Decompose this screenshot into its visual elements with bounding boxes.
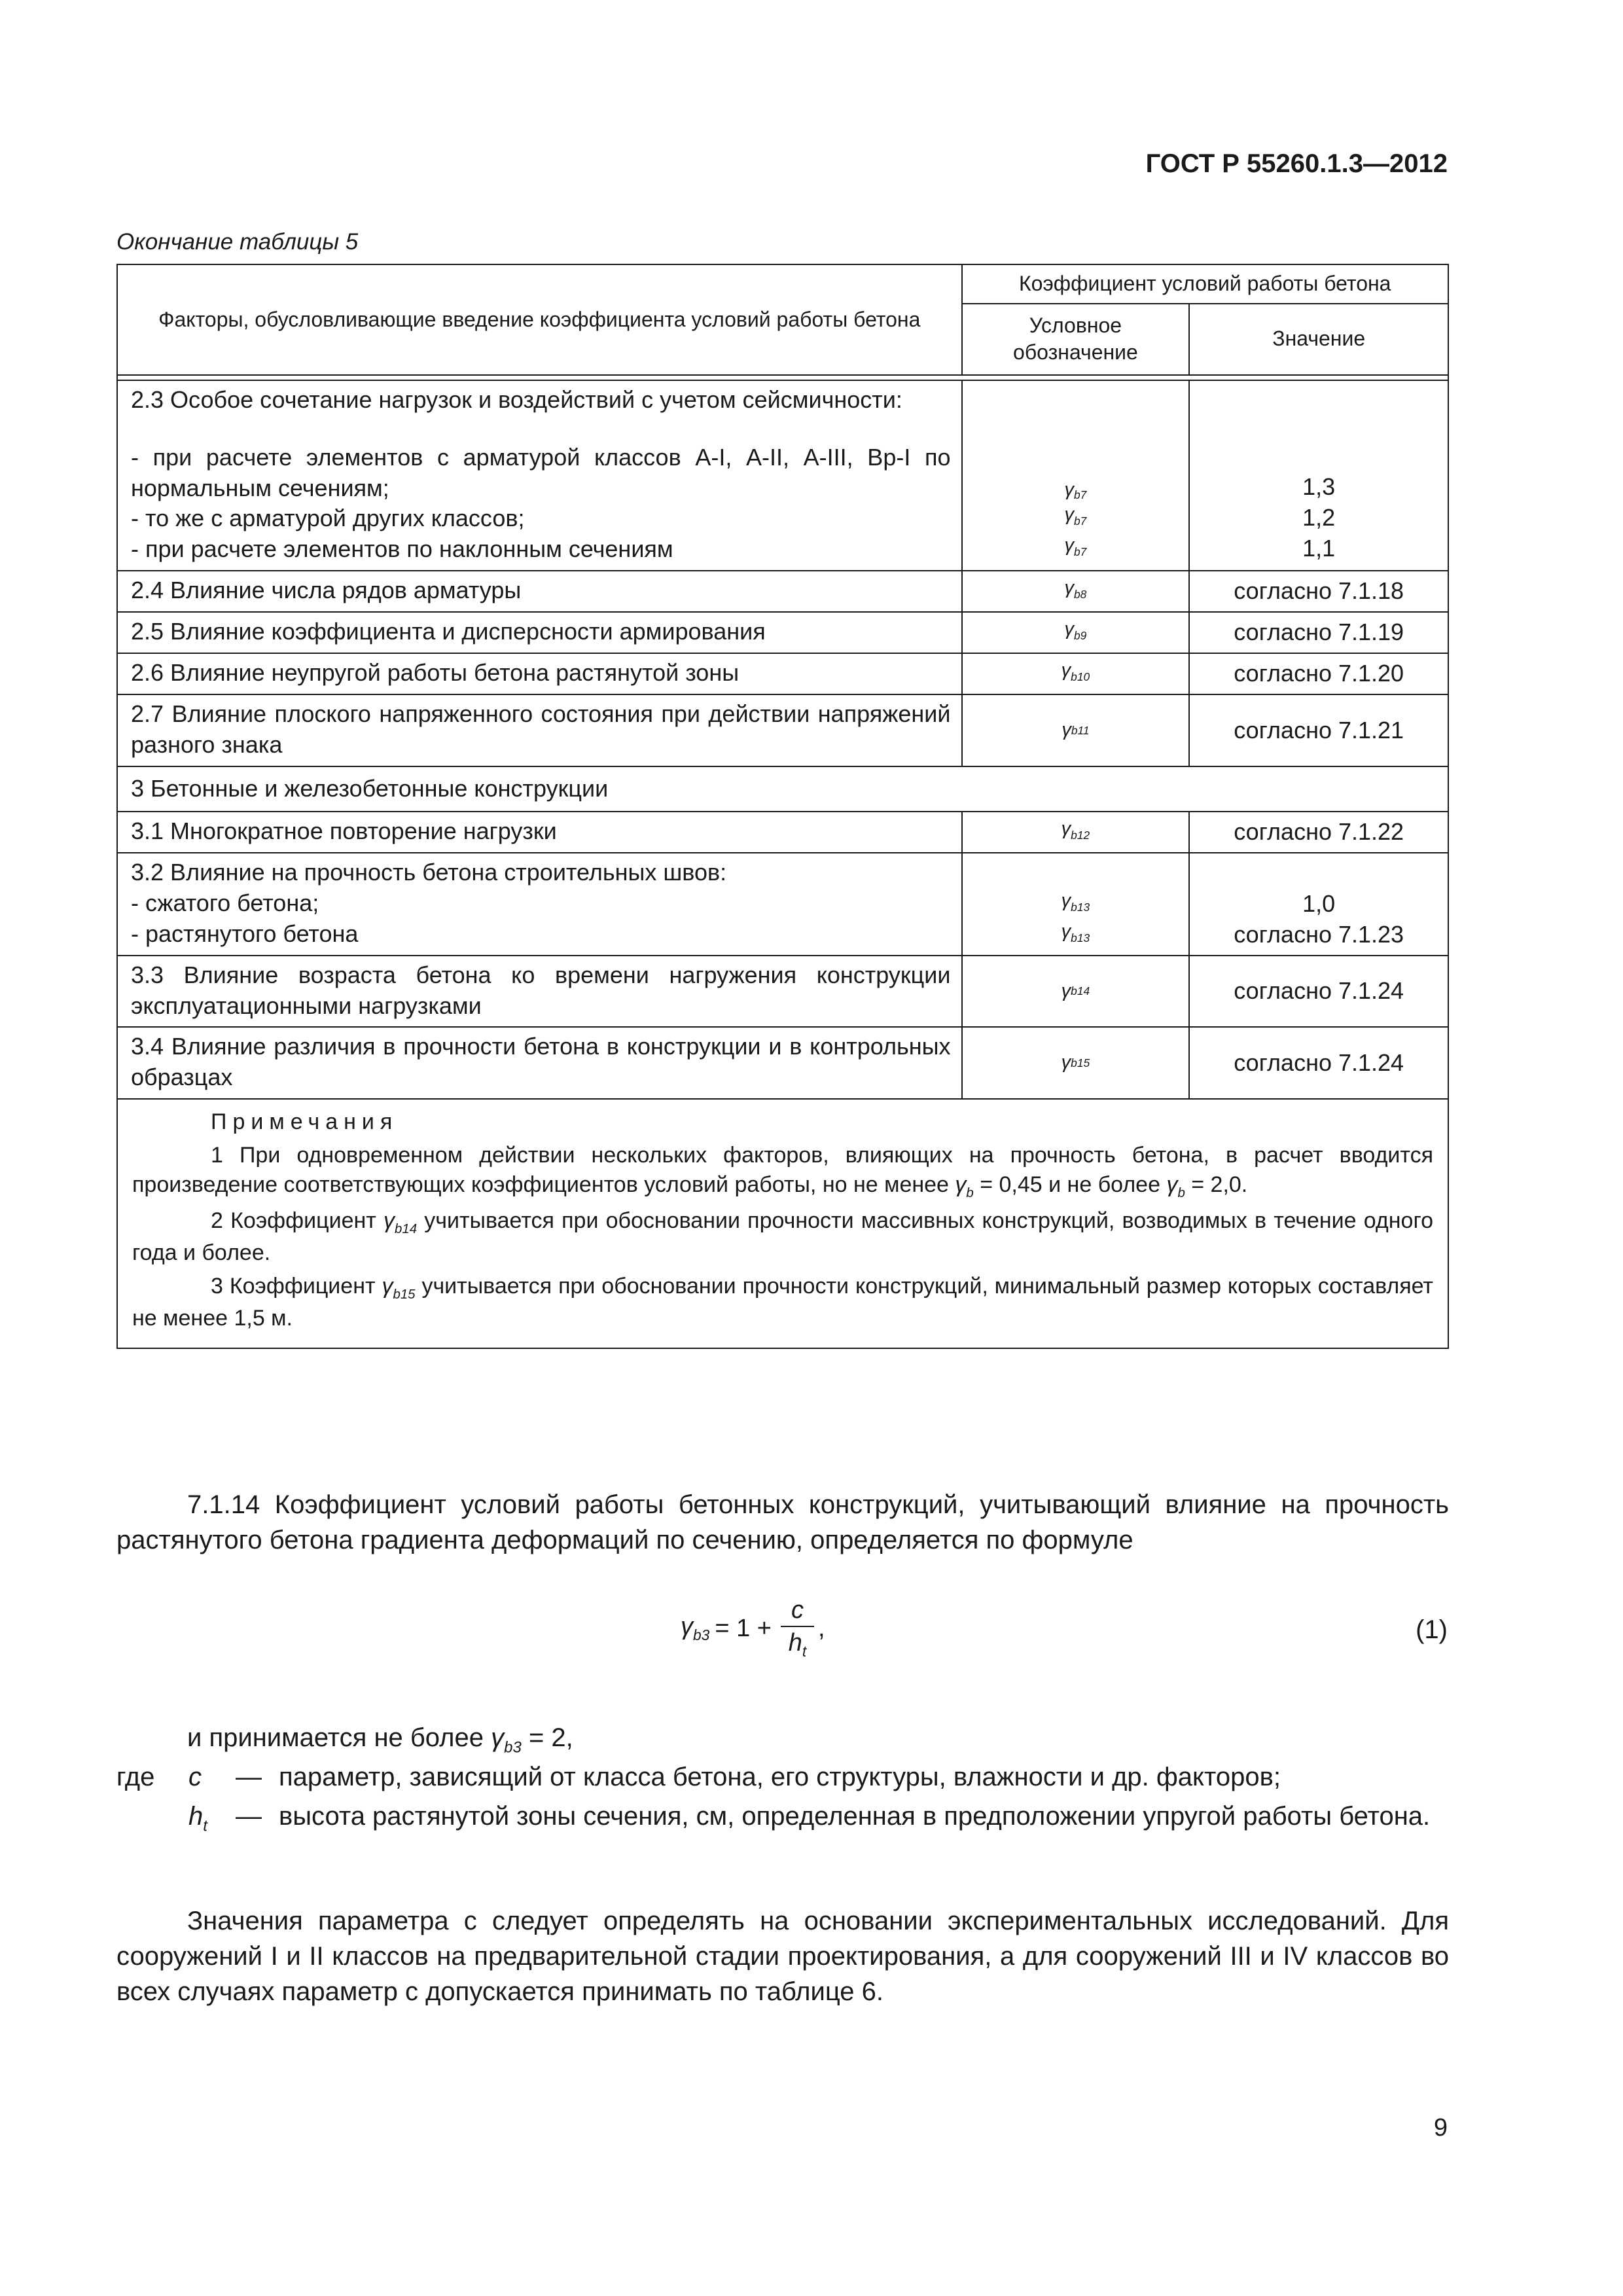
- value-cell: [1189, 571, 1448, 612]
- symbol-cell: [962, 853, 1190, 956]
- notes-row: [117, 1099, 1448, 1348]
- definition-text: высота растянутой зоны сечения, см, определенная в предположении упругой работы бетона.: [279, 1802, 1431, 1831]
- formula-denominator: $h_t$: [788, 1628, 807, 1660]
- symbol-text: γ b14: [1061, 980, 1090, 1001]
- table-row: [117, 853, 1448, 956]
- value-cell: [1189, 694, 1448, 766]
- value-text: согласно 7.1.22: [1234, 817, 1404, 845]
- factor-cell: [117, 571, 962, 612]
- factor-cell: [117, 380, 962, 571]
- symbol-text: $\gamma_{b7}$: [1064, 503, 1087, 528]
- symbol-text: $\gamma_{b12}$: [1061, 817, 1090, 842]
- accepted-limit: и принимается не более $\gamma_{b3} = 2$,: [187, 1723, 573, 1757]
- factor-cell: [117, 694, 962, 766]
- table-row: [117, 812, 1448, 853]
- factor-text: - растянутого бетона: [131, 920, 359, 947]
- definition-text: параметр, зависящий от класса бетона, его структуры, влажности и др. факторов;: [279, 1763, 1281, 1791]
- value-cell: [1189, 1027, 1448, 1099]
- where-label: где: [116, 1763, 155, 1791]
- value-cell: [1189, 612, 1448, 653]
- paragraph-values: Значения параметра c следует определять на основании экспериментальных исследований. Для сооружений I и II классов на предварительной стадии проектирования, а для сооружений III и IV классов во всех случаях параметр c допускается принимать по таблице 6.: [116, 1907, 1449, 2006]
- symbol-text: $\gamma_{b13}$: [1061, 889, 1090, 914]
- symbol-text: $\gamma_{b8}$: [1064, 577, 1087, 601]
- note-item: 1 При одновременном действии нескольких факторов, влияющих на прочность бетона, в расчет вводится произведение соответствующих коэффициентов условий работы, но не менее $\gamma_b = 0,45$ и не более $\gamma_b = 2,0$.: [132, 1142, 1433, 1200]
- symbol-text: $\gamma_{b9}$: [1064, 619, 1087, 643]
- symbol-text: $\gamma_{b10}$: [1061, 660, 1090, 684]
- formula-1: [681, 1596, 825, 1661]
- table-row: [117, 956, 1448, 1028]
- symbol-cell: [962, 694, 1190, 766]
- formula-lhs: $\gamma_{b3}$: [681, 1613, 710, 1644]
- definition-dash: —: [236, 1763, 262, 1791]
- factor-text: - сжатого бетона;: [131, 889, 319, 916]
- formula-fraction: [781, 1596, 814, 1661]
- symbol-cell: [962, 812, 1190, 853]
- value-cell: [1189, 853, 1448, 956]
- definition-row: [116, 1759, 1449, 1795]
- definition-symbol: c: [188, 1763, 202, 1791]
- factor-text: 2.4 Влияние числа рядов арматуры: [131, 577, 522, 604]
- factor-cell: [117, 853, 962, 956]
- symbol-cell: [962, 653, 1190, 694]
- symbol-cell: [962, 612, 1190, 653]
- definitions-list: [116, 1759, 1449, 1841]
- value-text: согласно 7.1.19: [1234, 619, 1404, 646]
- factor-text: - при расчете элементов по наклонным сечениям: [131, 535, 673, 563]
- table-row: [117, 653, 1448, 694]
- factor-text: 2.6 Влияние неупругой работы бетона растянутой зоны: [131, 659, 740, 687]
- value-text: согласно 7.1.24: [1234, 1049, 1404, 1076]
- factor-text: 3.4 Влияние различия в прочности бетона в конструкции и в контрольных образцах: [131, 1033, 951, 1091]
- factor-text: 3.3 Влияние возраста бетона ко времени нагружения конструкции эксплуатационными нагрузками: [131, 961, 951, 1019]
- symbol-text: $\gamma_{b7}$: [1064, 534, 1087, 558]
- table-row: [117, 571, 1448, 612]
- symbol-cell: [962, 571, 1190, 612]
- value-text: 1,0: [1302, 889, 1336, 917]
- symbol-text: [965, 858, 1186, 889]
- definition-dash: —: [236, 1802, 262, 1831]
- table-row: [117, 766, 1448, 812]
- value-text: согласно 7.1.23: [1234, 920, 1404, 948]
- note-item: 3 Коэффициент $\gamma_{b15}$ учитывается при обосновании прочности конструкций, минимальный размер которых составляет не менее 1,5 м.: [132, 1273, 1434, 1331]
- symbol-cell: [962, 1027, 1190, 1099]
- notes-cell: [117, 1099, 1448, 1348]
- where-label: [116, 1799, 188, 1837]
- value-text: 1,2: [1302, 503, 1336, 531]
- paragraph-7-1-14: 7.1.14 Коэффициент условий работы бетонных конструкций, учитывающий влияние на прочность растянутого бетона градиента деформаций по сечению, определяется по формуле: [116, 1490, 1449, 1554]
- factor-text: 2.3 Особое сочетание нагрузок и воздействий с учетом сейсмичности:: [131, 386, 902, 413]
- value-text: [1192, 387, 1445, 445]
- value-text: согласно 7.1.18: [1234, 577, 1404, 605]
- section-heading: 3 Бетонные и железобетонные конструкции: [117, 766, 1448, 812]
- value-text: согласно 7.1.24: [1234, 977, 1404, 1005]
- value-cell: [1189, 380, 1448, 571]
- factor-cell: [117, 812, 962, 853]
- standard-designation: ГОСТ Р 55260.1.3—2012: [1145, 149, 1448, 178]
- table-row: [117, 694, 1448, 766]
- definition-symbol: $h_t$: [188, 1802, 207, 1835]
- factor-text: 3.2 Влияние на прочность бетона строительных швов:: [131, 858, 727, 886]
- equation-number: (1): [1416, 1615, 1448, 1644]
- formula-trail: ,: [818, 1614, 825, 1642]
- value-text: [1192, 858, 1445, 889]
- factor-cell: [117, 1027, 962, 1099]
- header-value: Значение: [1189, 304, 1448, 375]
- value-text: согласно 7.1.20: [1234, 660, 1404, 687]
- symbol-text: γ b15: [1061, 1052, 1090, 1073]
- table-caption: Окончание таблицы 5: [116, 229, 359, 255]
- header-factors: Факторы, обусловливающие введение коэффициента условий работы бетона: [117, 264, 962, 375]
- table-row: [117, 612, 1448, 653]
- value-text: согласно 7.1.21: [1234, 716, 1404, 744]
- symbol-cell: [962, 380, 1190, 571]
- note-item: 2 Коэффициент $\gamma_{b14}$ учитывается при обосновании прочности массивных конструкций, возводимых в течение одного года и более.: [132, 1208, 1434, 1265]
- table-body: [117, 380, 1448, 1348]
- factor-text: 2.5 Влияние коэффициента и дисперсности армирования: [131, 618, 766, 645]
- value-cell: [1189, 653, 1448, 694]
- symbol-text: γ b7: [1064, 478, 1087, 501]
- symbol-text: [965, 387, 1186, 445]
- value-cell: [1189, 956, 1448, 1028]
- value-text: 1,3: [1302, 473, 1336, 500]
- coefficients-table: [116, 264, 1449, 1349]
- symbol-text: $\gamma_{b13}$: [1061, 920, 1090, 944]
- factor-text: 2.7 Влияние плоского напряженного состояния при действии напряжений разного знака: [131, 700, 951, 759]
- factor-cell: [117, 612, 962, 653]
- factor-text: - то же с арматурой других классов;: [131, 505, 525, 532]
- symbol-cell: [962, 956, 1190, 1028]
- formula-equals: = 1 +: [715, 1614, 772, 1642]
- factor-cell: [117, 653, 962, 694]
- formula-numerator: c: [781, 1596, 814, 1627]
- value-text: 1,1: [1302, 534, 1336, 562]
- factor-text: - при расчете элементов с арматурой классов А-I, А-II, А-III, Вр-I по нормальным сечениям;: [131, 443, 951, 501]
- header-symbol: Условное обозначение: [962, 304, 1190, 375]
- factor-cell: [117, 956, 962, 1028]
- table-row: [117, 1027, 1448, 1099]
- notes-title: Примечания: [211, 1109, 399, 1134]
- definition-row: [116, 1799, 1449, 1837]
- factor-text: 3.1 Многократное повторение нагрузки: [131, 817, 557, 844]
- value-cell: [1189, 812, 1448, 853]
- header-coefficient-group: Коэффициент условий работы бетона: [962, 264, 1449, 304]
- table-row: [117, 380, 1448, 571]
- symbol-text: γ b11: [1061, 719, 1090, 741]
- page-number: 9: [1433, 2114, 1448, 2142]
